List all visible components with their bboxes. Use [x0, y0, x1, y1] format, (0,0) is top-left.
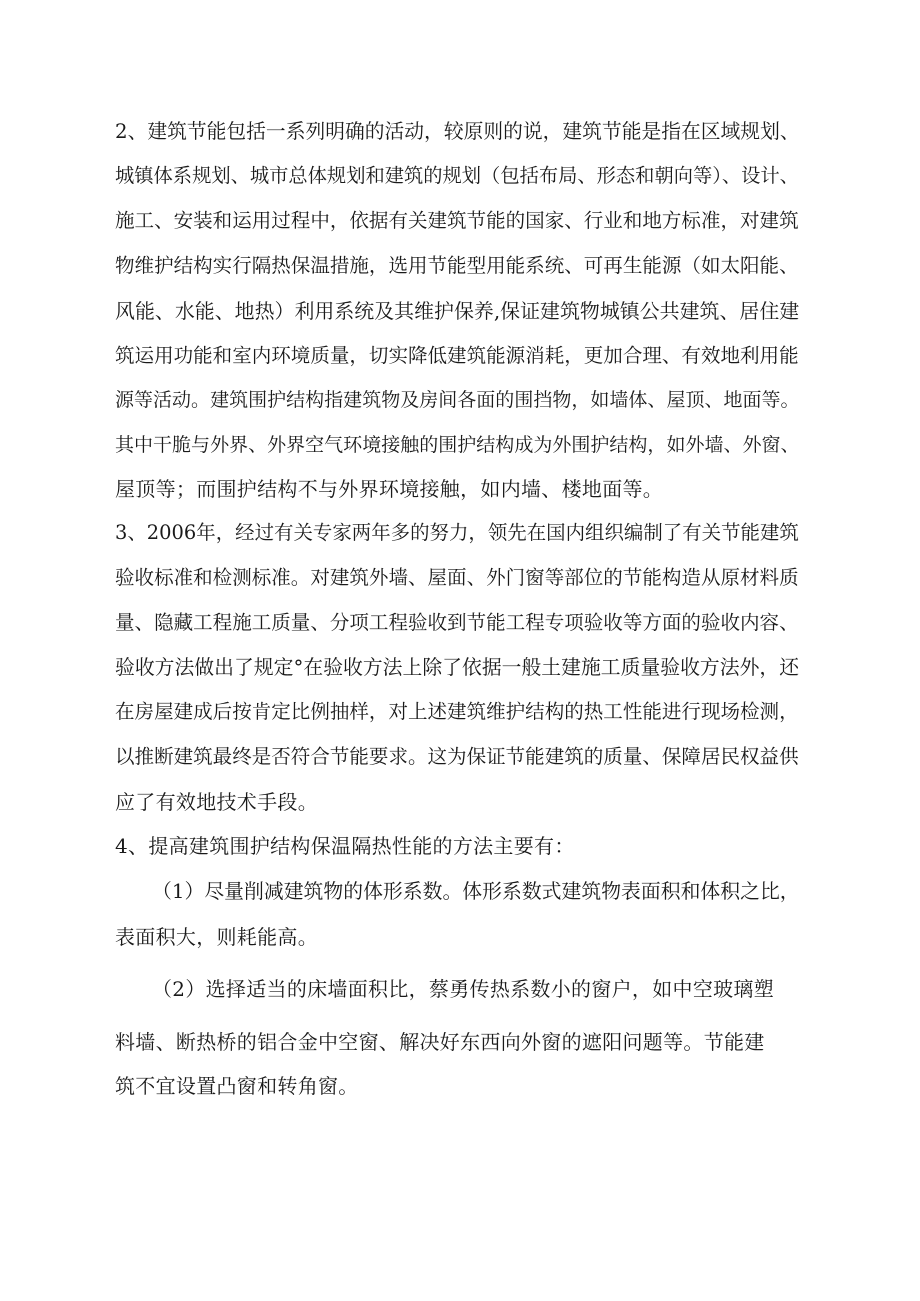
text-line: 施工、安装和运用过程中，依据有关建筑节能的国家、行业和地方标准，对建筑 [115, 209, 799, 232]
text-line: 筑运用功能和室内环境质量，切实降低建筑能源消耗，更加合理、有效地利用能 [115, 344, 799, 367]
text-line: 物维护结构实行隔热保温措施，选用节能型用能系统、可再生能源（如太阳能、 [115, 254, 799, 277]
text-line: 3、2006年，经过有关专家两年多的努力，领先在国内组织编制了有关节能建筑 [115, 521, 799, 544]
text-line: 屋顶等；而围护结构不与外界环境接触，如内墙、楼地面等。 [115, 477, 664, 501]
text-line: 源等活动。建筑围护结构指建筑物及房间各面的围挡物，如墙体、屋顶、地面等。 [115, 389, 800, 411]
text-line: 以推断建筑最终是否符合节能要求。这为保证节能建筑的质量、保障居民权益供 [115, 745, 799, 768]
text-line: 风能、水能、地热）利用系统及其维护保养,保证建筑物城镇公共建筑、居住建 [115, 299, 800, 323]
text-line: （2）选择适当的床墙面积比，蔡勇传热系数小的窗户，如中空玻璃塑 [152, 977, 775, 1001]
text-line: 在房屋建成后按肯定比例抽样，对上述建筑维护结构的热工性能进行现场检测， [115, 700, 799, 723]
text-line: （1）尽量削减建筑物的体形系数。体形系数式建筑物表面积和体积之比， [152, 880, 800, 903]
text-line: 验收方法做出了规定°在验收方法上除了依据一般土建施工质量验收方法外，还 [115, 656, 800, 679]
text-line: 表面积大，则耗能高。 [115, 925, 318, 949]
text-line: 城镇体系规划、城市总体规划和建筑的规划（包括布局、形态和朝向等）、设计、 [115, 164, 799, 187]
text-line: 料墙、断热桥的铝合金中空窗、解决好东西向外窗的遮阳问题等。节能建 [115, 1030, 765, 1054]
text-line: 4、提高建筑围护结构保温隔热性能的方法主要有： [115, 834, 575, 858]
text-line: 2、建筑节能包括一系列明确的活动，较原则的说，建筑节能是指在区域规划、 [115, 120, 800, 143]
text-line: 筑不宜设置凸窗和转角窗。 [115, 1074, 359, 1098]
text-line: 应了有效地技术手段。 [115, 790, 318, 814]
text-line: 其中干脆与外界、外界空气环境接触的围护结构成为外围护结构，如外墙、外窗、 [115, 434, 800, 456]
text-line: 验收标准和检测标准。对建筑外墙、屋面、外门窗等部位的节能构造从原材料质 [115, 566, 799, 589]
text-line: 量、隐藏工程施工质量、分项工程验收到节能工程专项验收等方面的验收内容、 [115, 611, 799, 634]
